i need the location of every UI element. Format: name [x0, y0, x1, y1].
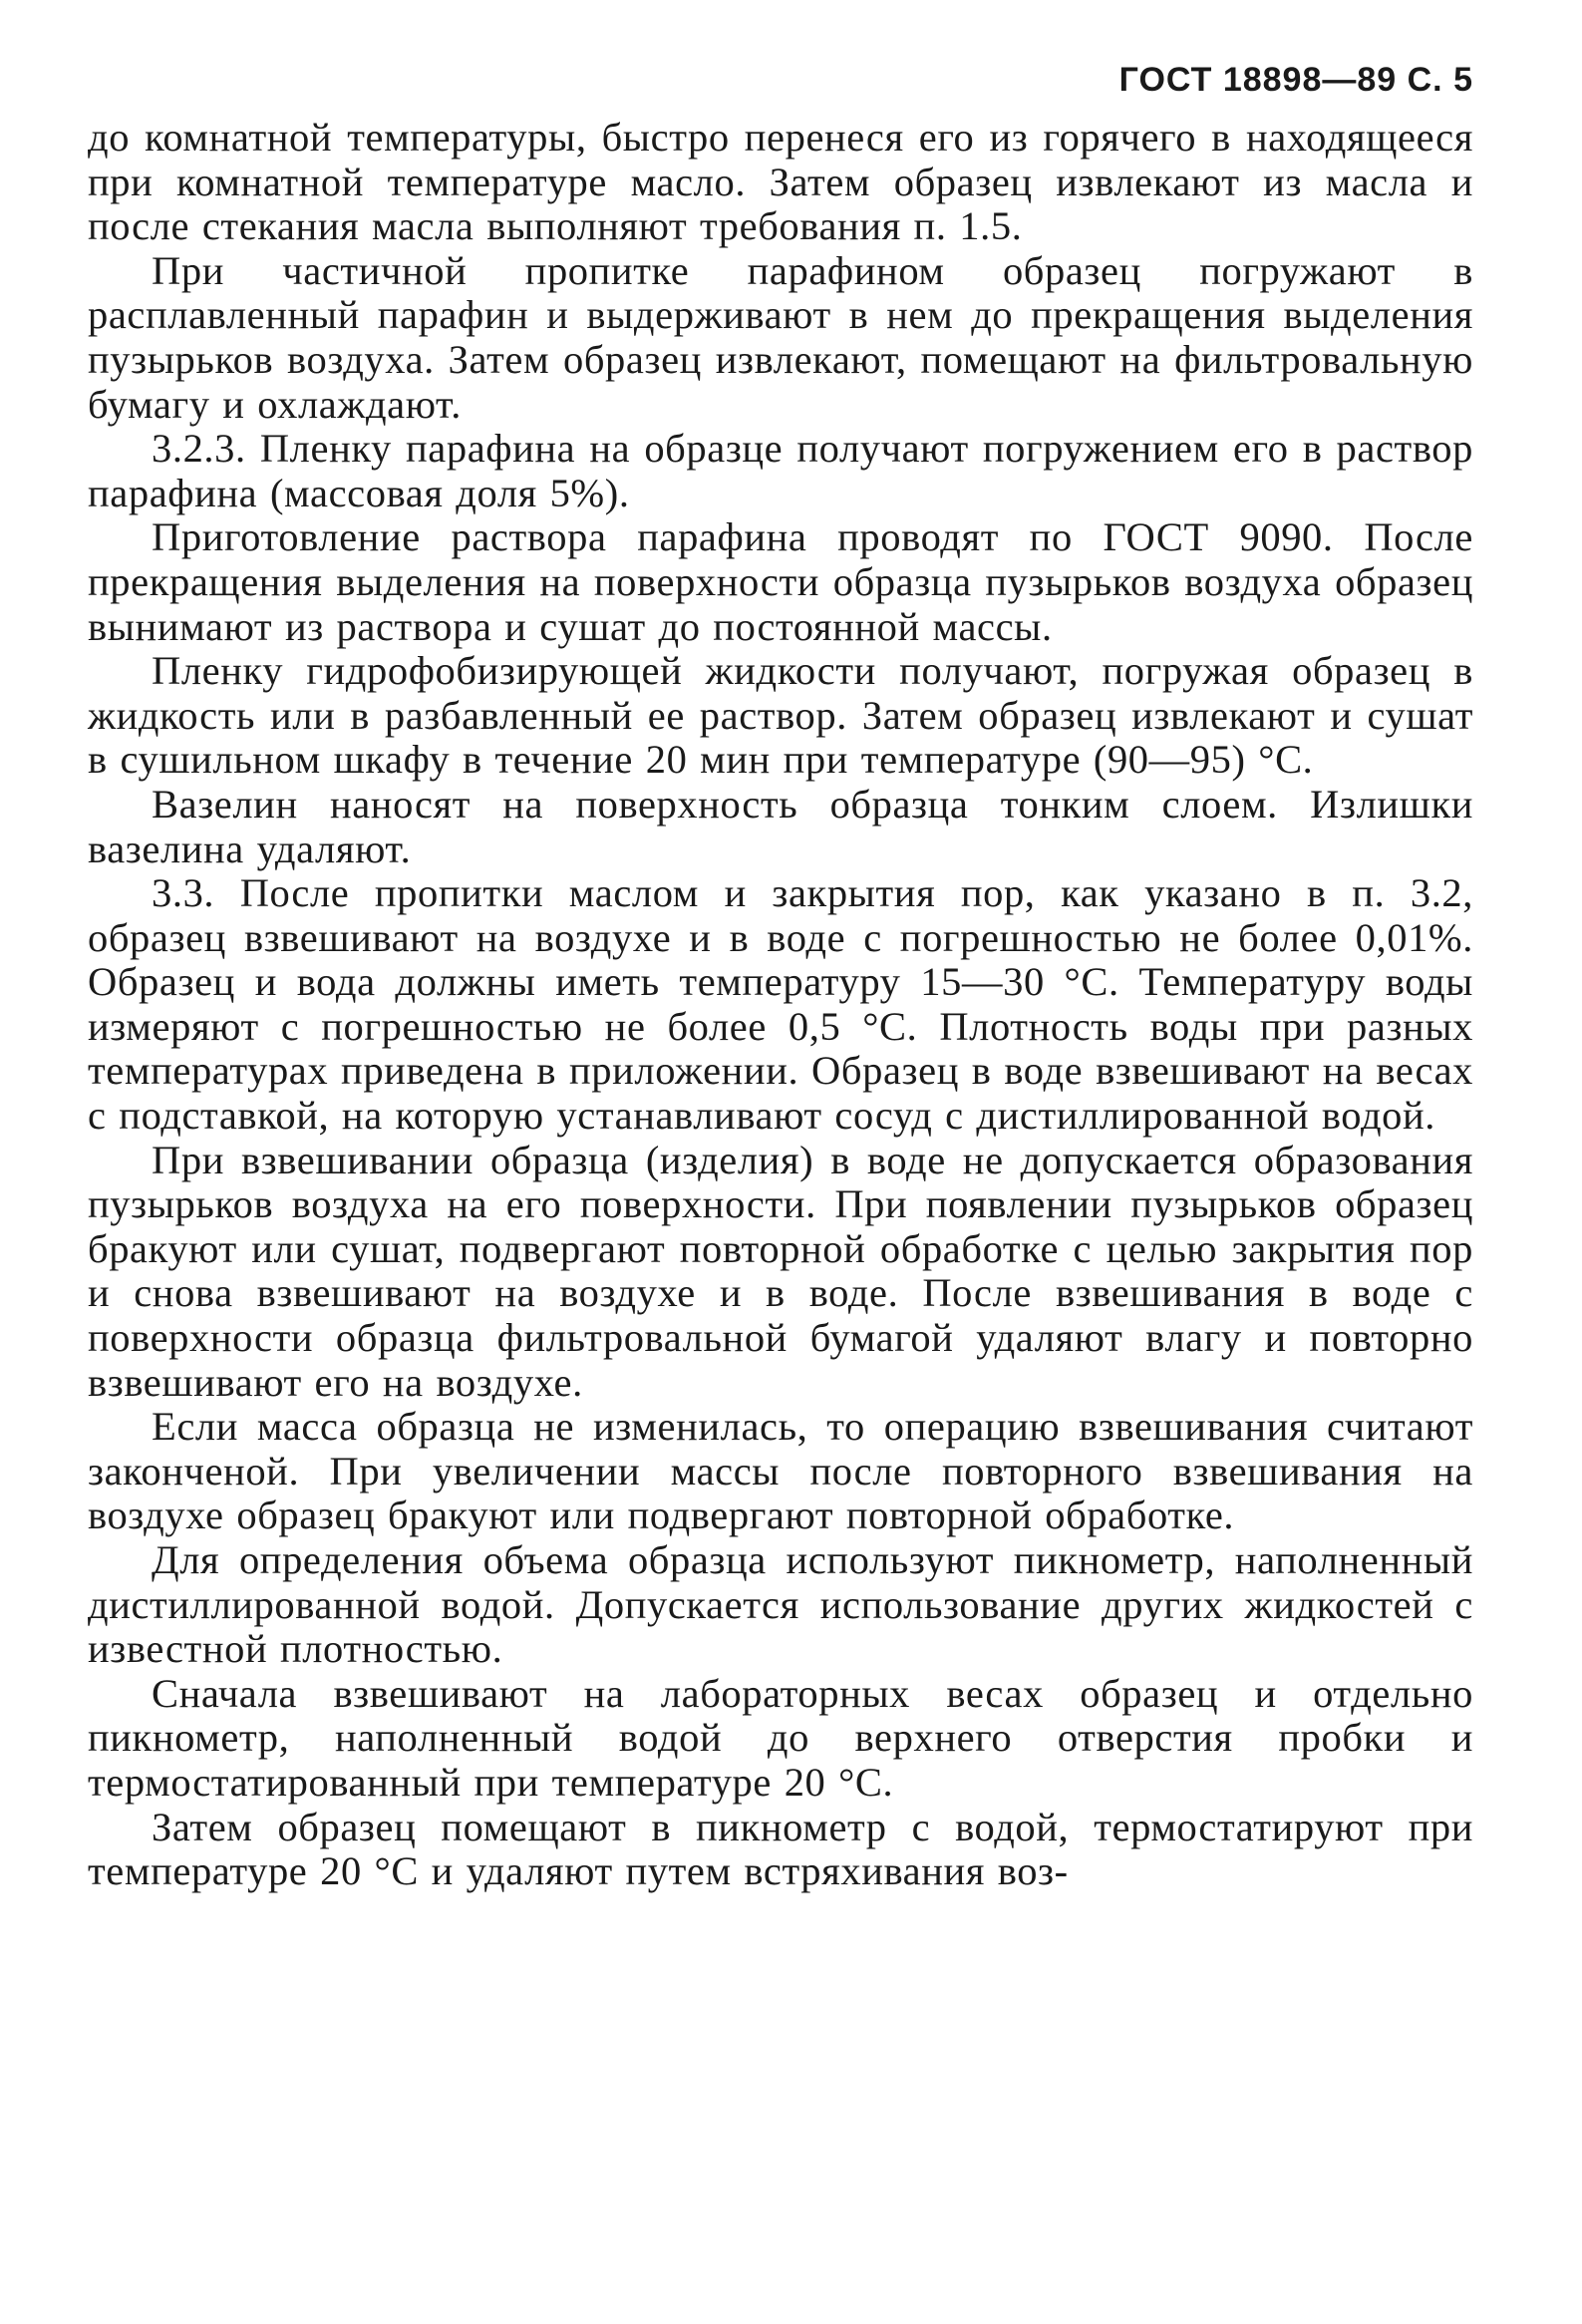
paragraph: Вазелин наносят на поверхность образца тонким слоем. Излишки вазелина удаляют.: [88, 781, 1473, 871]
paragraph: Если масса образца не изменилась, то операцию взвешивания считают законченой. При увеличении массы после повторного взвешивания на воздухе образец бракуют или подвергают повторной обработке.: [88, 1404, 1473, 1538]
paragraph: до комнатной температуры, быстро перенеся его из горячего в находящееся при комнатной температуре масло. Затем образец извлекают из масла и после стекания масла выполняют требования п. 1.5.: [88, 115, 1473, 249]
paragraph: При частичной пропитке парафином образец погружают в расплавленный парафин и выдерживают в нем до прекращения выделения пузырьков воздуха. Затем образец извлекают, помещают на фильтровальную бумагу и охлаждают.: [88, 247, 1473, 427]
paragraph-section-3-3: 3.3. После пропитки маслом и закрытия пор, как указано в п. 3.2, образец взвешивают на воздухе и в воде с погрешностью не более 0,01%. Образец и вода должны иметь температуру 15—30 °С. Температуру воды измеряют с погрешностью не более 0,5 °С. Плотность воды при разных температурах приведена в приложении. Образец в воде взвешивают на весах с подставкой, на которую устанавливают сосуд с дистиллированной водой.: [88, 870, 1473, 1139]
paragraph: При взвешивании образца (изделия) в воде не допускается образования пузырьков воздуха на его поверхности. При появлении пузырьков образец бракуют или сушат, подвергают повторной обработке с целью закрытия пор и снова взвешивают на воздухе и в воде. После взвешивания в воде с поверхности образца фильтровальной бумагой удаляют влагу и повторно взвешивают его на воздухе.: [88, 1137, 1473, 1405]
page-header: ГОСТ 18898—89 С. 5: [1118, 61, 1473, 99]
body-text: [88, 116, 1473, 1894]
paragraph: Сначала взвешивают на лабораторных весах образец и отдельно пикнометр, наполненный водой до верхнего отверстия пробки и термостатированный при температуре 20 °С.: [88, 1670, 1473, 1805]
paragraph: Пленку гидрофобизирующей жидкости получают, погружая образец в жидкость или в разбавленный ее раствор. Затем образец извлекают и сушат в сушильном шкафу в течение 20 мин при температуре (90—95) °С.: [88, 648, 1473, 783]
paragraph: Затем образец помещают в пикнометр с водой, термостатируют при температуре 20 °С и удаляют путем встряхивания воз-: [88, 1804, 1473, 1894]
paragraph: Для определения объема образца используют пикнометр, наполненный дистиллированной водой. Допускается использование других жидкостей с известной плотностью.: [88, 1537, 1473, 1672]
paragraph: Приготовление раствора парафина проводят по ГОСТ 9090. После прекращения выделения на поверхности образца пузырьков воздуха образец вынимают из раствора и сушат до постоянной массы.: [88, 514, 1473, 649]
paragraph-section-3-2-3: 3.2.3. Пленку парафина на образце получают погружением его в раствор парафина (массовая доля 5%).: [88, 426, 1473, 515]
document-page: [88, 58, 1473, 1894]
